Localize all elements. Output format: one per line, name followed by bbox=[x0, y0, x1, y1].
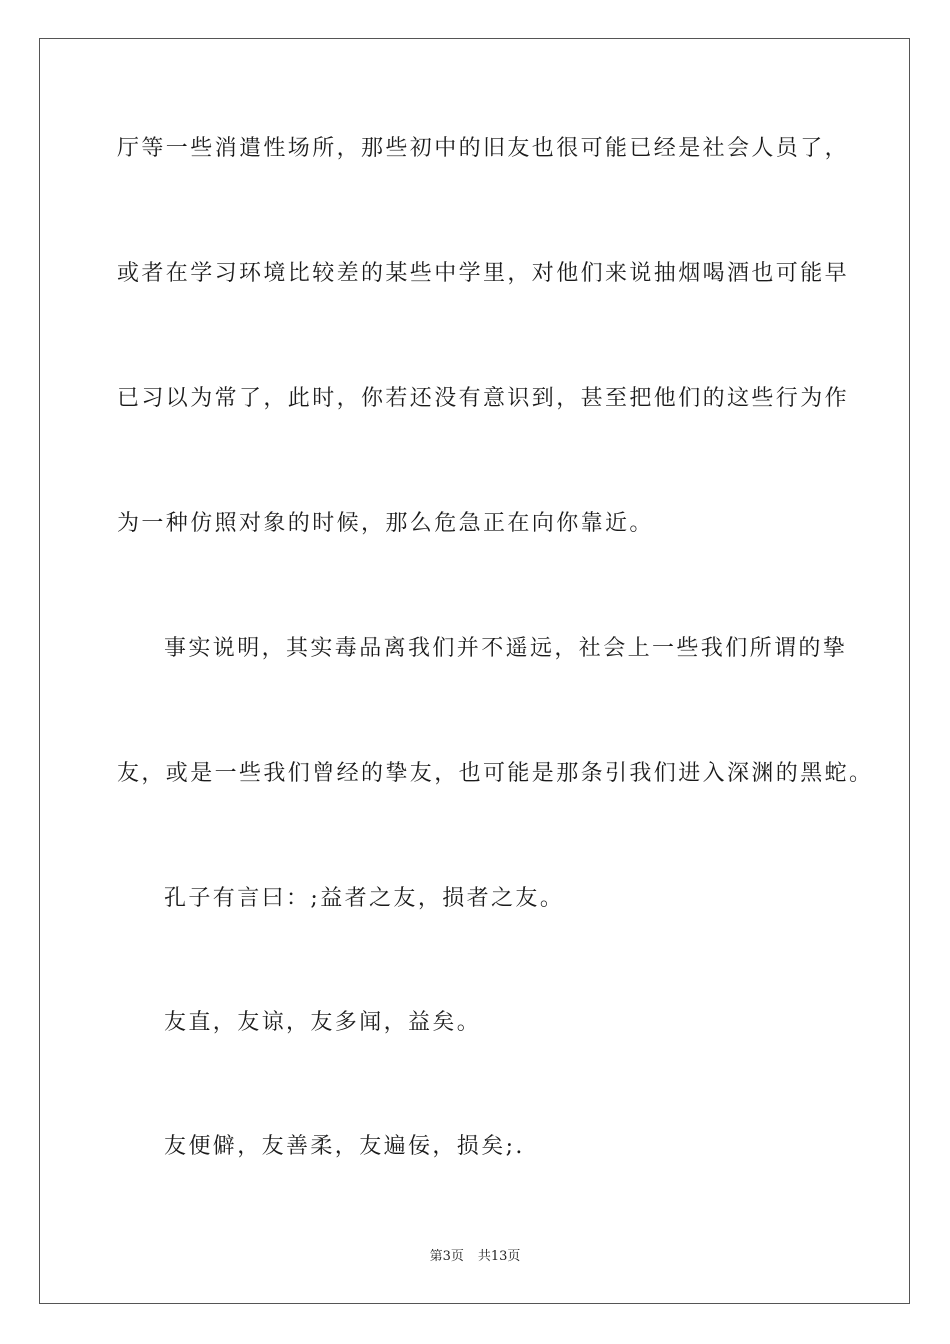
page-footer bbox=[0, 1245, 950, 1264]
text-line-1: 厅等一些消遣性场所，那些初中的旧友也很可能已经是社会人员了， bbox=[117, 136, 850, 161]
page-frame bbox=[39, 38, 910, 1304]
text-line-3: 已习以为常了，此时，你若还没有意识到，甚至把他们的这些行为作 bbox=[117, 386, 850, 411]
text-line-4: 为一种仿照对象的时候，那么危急正在向你靠近。 bbox=[117, 511, 654, 536]
text-line-8: 友直，友谅，友多闻，益矣。 bbox=[164, 1010, 482, 1035]
text-line-6: 友，或是一些我们曾经的挚友，也可能是那条引我们进入深渊的黑蛇。 bbox=[117, 761, 874, 786]
text-line-5: 事实说明，其实毒品离我们并不遥远，社会上一些我们所谓的挚 bbox=[164, 636, 848, 661]
page-number: 第3页 bbox=[429, 1249, 464, 1264]
page-total: 共13页 bbox=[477, 1249, 521, 1264]
text-line-2: 或者在学习环境比较差的某些中学里，对他们来说抽烟喝酒也可能早 bbox=[117, 261, 850, 286]
text-line-9: 友便僻，友善柔，友遍佞，损矣;. bbox=[164, 1134, 525, 1159]
text-line-7: 孔子有言曰：;益者之友，损者之友。 bbox=[164, 886, 565, 911]
